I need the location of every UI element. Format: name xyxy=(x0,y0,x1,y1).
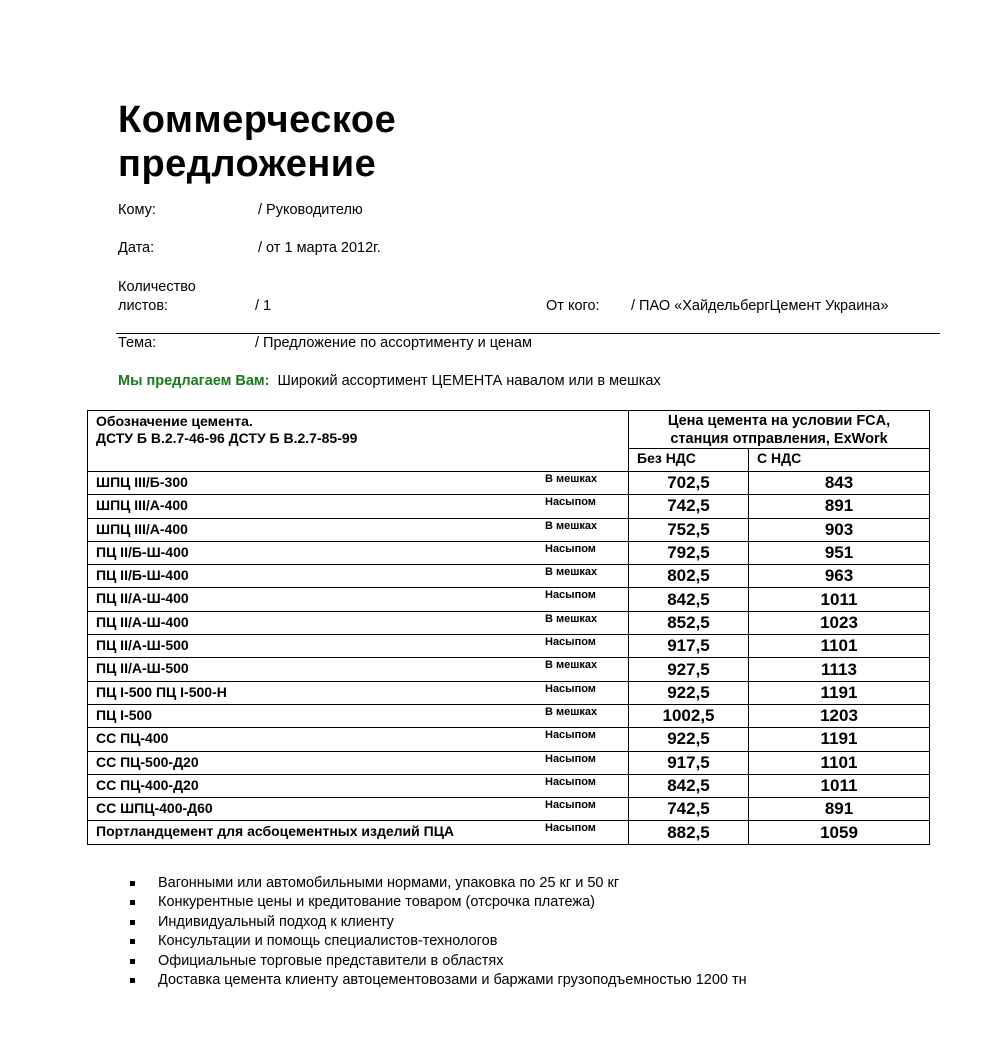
table-row xyxy=(88,774,930,797)
packaging-type: Насыпом xyxy=(545,799,596,812)
packaging-type: В мешках xyxy=(545,612,598,625)
price-with-vat: 843 xyxy=(749,472,930,495)
packaging-type: Насыпом xyxy=(545,822,596,835)
cement-name-cell xyxy=(88,635,629,658)
bullet-square-icon xyxy=(130,959,135,964)
header-divider xyxy=(116,333,940,334)
packaging-type: В мешках xyxy=(545,705,598,718)
document-title xyxy=(118,98,396,186)
cement-name: ПЦ II/Б-Ш-400 xyxy=(96,567,189,584)
cement-name: ПЦ II/Б-Ш-400 xyxy=(96,543,189,560)
price-with-vat: 1059 xyxy=(749,821,930,844)
cement-name: СС ШПЦ-400-Д60 xyxy=(96,800,213,817)
cement-name-cell xyxy=(88,518,629,541)
table-row xyxy=(88,704,930,727)
price-with-vat: 1011 xyxy=(749,588,930,611)
cement-name: ПЦ II/А-Ш-400 xyxy=(96,613,189,630)
packaging-type: Насыпом xyxy=(545,542,596,555)
price-no-vat: 702,5 xyxy=(629,472,749,495)
price-no-vat: 802,5 xyxy=(629,565,749,588)
cement-name: ШПЦ III/А-400 xyxy=(96,520,188,537)
cement-name: СС ПЦ-400 xyxy=(96,730,169,747)
price-no-vat: 917,5 xyxy=(629,751,749,774)
column-header-no-vat: Без НДС xyxy=(629,449,749,472)
list-item-text: Вагонными или автомобильными нормами, упаковка по 25 кг и 50 кг xyxy=(158,875,620,891)
cement-name-cell xyxy=(88,798,629,821)
cement-name-cell xyxy=(88,658,629,681)
offer-text: Широкий ассортимент ЦЕМЕНТА навалом или в мешках xyxy=(277,373,661,389)
from-label: От кого: xyxy=(546,298,600,314)
table-row xyxy=(88,658,930,681)
list-item-text: Официальные торговые представители в областях xyxy=(158,952,504,969)
packaging-type: Насыпом xyxy=(545,729,596,742)
from-value: / ПАО «ХайдельбергЦемент Украина» xyxy=(631,298,889,314)
bullet-square-icon xyxy=(130,881,135,886)
cement-name: СС ПЦ-500-Д20 xyxy=(96,753,199,770)
packaging-type: Насыпом xyxy=(545,775,596,788)
price-no-vat: 882,5 xyxy=(629,821,749,844)
cement-name: СС ПЦ-400-Д20 xyxy=(96,776,199,793)
table-row xyxy=(88,821,930,844)
price-table xyxy=(87,410,930,845)
price-no-vat: 742,5 xyxy=(629,798,749,821)
bullet-square-icon xyxy=(130,900,135,905)
date-value: / от 1 марта 2012г. xyxy=(258,240,381,256)
sheets-label-line1: Количество xyxy=(118,279,196,295)
table-row xyxy=(88,495,930,518)
cement-name: ШПЦ III/Б-300 xyxy=(96,474,188,490)
cement-name: ПЦ II/А-Ш-500 xyxy=(96,637,189,654)
price-with-vat: 1011 xyxy=(749,774,930,797)
table-row xyxy=(88,588,930,611)
packaging-type: Насыпом xyxy=(545,682,596,695)
table-row xyxy=(88,611,930,634)
subject-label: Тема: xyxy=(118,335,157,351)
price-with-vat: 891 xyxy=(749,798,930,821)
list-item xyxy=(130,874,747,893)
table-row xyxy=(88,565,930,588)
price-with-vat: 1023 xyxy=(749,611,930,634)
benefits-list xyxy=(130,874,747,990)
sheets-label-line2: листов: xyxy=(118,298,169,314)
price-no-vat: 922,5 xyxy=(629,728,749,751)
cement-name-cell xyxy=(88,751,629,774)
cement-name: ШПЦ III/А-400 xyxy=(96,497,188,514)
header-cement-designation xyxy=(88,411,629,472)
bullet-square-icon xyxy=(130,920,135,925)
price-with-vat: 1113 xyxy=(749,658,930,681)
cement-name-cell xyxy=(88,774,629,797)
packaging-type: В мешках xyxy=(545,566,598,579)
price-with-vat: 903 xyxy=(749,518,930,541)
cement-name: ПЦ II/А-Ш-500 xyxy=(96,660,189,677)
cement-name-cell xyxy=(88,681,629,704)
table-row xyxy=(88,541,930,564)
list-item-text: Консультации и помощь специалистов-технологов xyxy=(158,933,498,950)
packaging-type: В мешках xyxy=(545,659,598,672)
price-no-vat: 927,5 xyxy=(629,658,749,681)
packaging-type: Насыпом xyxy=(545,589,596,602)
list-item xyxy=(130,893,747,912)
packaging-type: В мешках xyxy=(545,473,598,485)
cement-name-cell xyxy=(88,728,629,751)
packaging-type: Насыпом xyxy=(545,496,596,509)
table-row xyxy=(88,635,930,658)
cement-name: ПЦ I-500 ПЦ I-500-Н xyxy=(96,683,227,700)
column-header-vat: С НДС xyxy=(749,449,930,472)
price-with-vat: 891 xyxy=(749,495,930,518)
cement-name-cell xyxy=(88,611,629,634)
header-price-conditions xyxy=(629,411,930,449)
offer-lead: Мы предлагаем Вам: xyxy=(118,373,270,389)
to-value: / Руководителю xyxy=(258,202,363,218)
cement-name-cell xyxy=(88,821,629,844)
cement-name-cell xyxy=(88,704,629,727)
price-no-vat: 792,5 xyxy=(629,541,749,564)
date-label: Дата: xyxy=(118,240,155,256)
price-with-vat: 1101 xyxy=(749,635,930,658)
price-no-vat: 922,5 xyxy=(629,681,749,704)
list-item xyxy=(130,932,747,951)
table-row xyxy=(88,681,930,704)
cement-name-cell xyxy=(88,495,629,518)
table-row xyxy=(88,518,930,541)
header-left-line-1: Обозначение цемента. xyxy=(96,413,253,429)
price-no-vat: 842,5 xyxy=(629,774,749,797)
title-line-1: Коммерческое xyxy=(118,99,397,141)
subject-value: / Предложение по ассортименту и ценам xyxy=(255,335,532,351)
price-no-vat: 742,5 xyxy=(629,495,749,518)
price-no-vat: 852,5 xyxy=(629,611,749,634)
cement-name: ПЦ I-500 xyxy=(96,706,153,723)
packaging-type: В мешках xyxy=(545,519,598,532)
bullet-square-icon xyxy=(130,939,135,944)
list-item xyxy=(130,971,747,990)
table-row xyxy=(88,798,930,821)
price-no-vat: 1002,5 xyxy=(629,704,749,727)
list-item-text: Конкурентные цены и кредитование товаром (отсрочка платежа) xyxy=(158,894,595,911)
cement-name-cell xyxy=(88,565,629,588)
cement-name: ПЦ II/А-Ш-400 xyxy=(96,590,189,607)
table-row xyxy=(88,728,930,751)
cement-name-cell xyxy=(88,588,629,611)
packaging-type: Насыпом xyxy=(545,636,596,649)
price-with-vat: 1203 xyxy=(749,704,930,727)
table-row xyxy=(88,751,930,774)
list-item xyxy=(130,913,747,932)
price-with-vat: 1191 xyxy=(749,728,930,751)
title-line-2: предложение xyxy=(118,143,377,185)
to-label: Кому: xyxy=(118,202,156,218)
cement-name: Портландцемент для асбоцементных изделий ПЦА xyxy=(96,823,455,840)
header-left-line-2: ДСТУ Б В.2.7-46-96 ДСТУ Б В.2.7-85-99 xyxy=(96,430,358,446)
list-item xyxy=(130,952,747,971)
bullet-square-icon xyxy=(130,978,135,983)
header-right-line-1: Цена цемента на условии FCA, xyxy=(667,413,891,429)
cement-name-cell xyxy=(88,472,629,495)
header-right-line-2: станция отправления, ExWork xyxy=(670,431,888,447)
sheets-value: / 1 xyxy=(255,298,272,314)
cement-name-cell xyxy=(88,541,629,564)
packaging-type: Насыпом xyxy=(545,752,596,765)
price-no-vat: 917,5 xyxy=(629,635,749,658)
price-no-vat: 752,5 xyxy=(629,518,749,541)
price-with-vat: 951 xyxy=(749,541,930,564)
price-with-vat: 963 xyxy=(749,565,930,588)
price-with-vat: 1191 xyxy=(749,681,930,704)
table-row xyxy=(88,472,930,495)
price-no-vat: 842,5 xyxy=(629,588,749,611)
list-item-text: Индивидуальный подход к клиенту xyxy=(158,913,394,930)
price-with-vat: 1101 xyxy=(749,751,930,774)
offer-line xyxy=(118,373,661,389)
list-item-text: Доставка цемента клиенту автоцементовозами и баржами грузоподъемностью 1200 тн xyxy=(158,972,747,989)
